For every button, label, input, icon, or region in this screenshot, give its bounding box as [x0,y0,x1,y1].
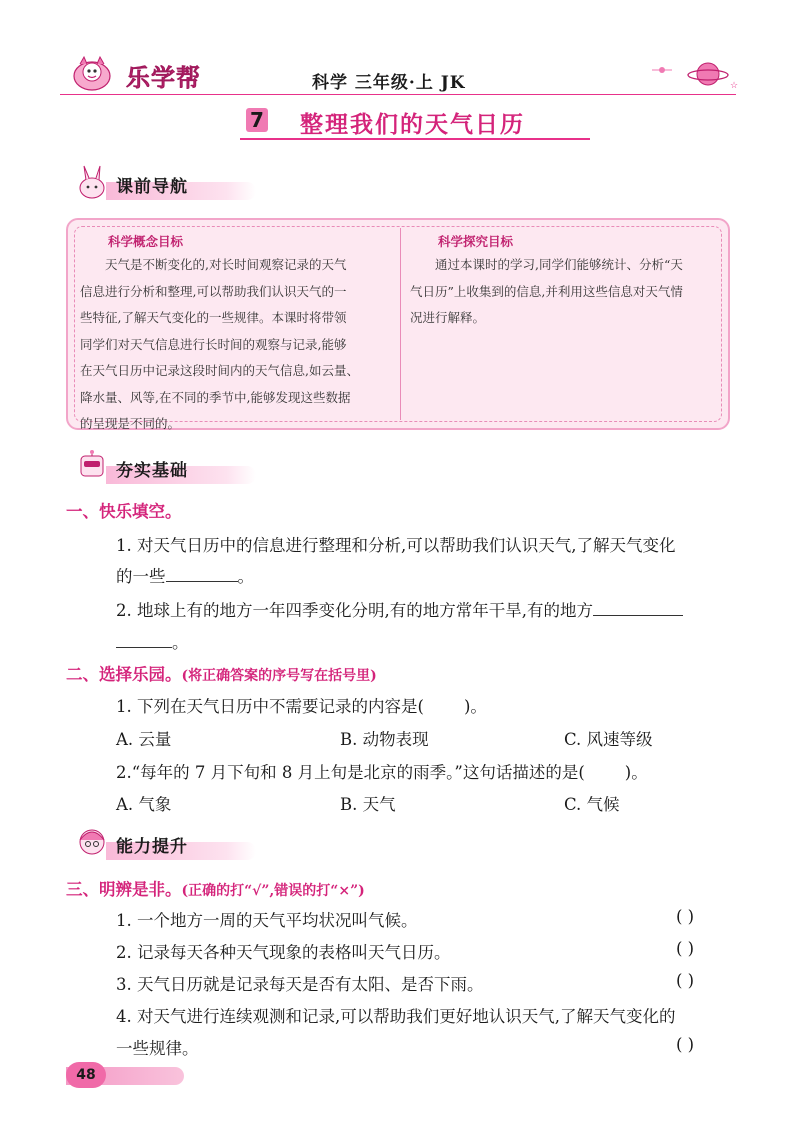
lesson-title-block [240,106,590,140]
mascot-icon [70,54,114,92]
part1-q1-line2 [116,563,254,587]
section-banner-ability [66,828,246,862]
answer-paren-3[interactable]: ( ) [676,971,695,990]
section-banner-basics [66,452,246,486]
q2-answer-blank-b[interactable] [116,629,172,648]
concept-line: 同学们对天气信息进行长时间的观察与记录,能够 [80,336,347,352]
brand-logo [66,52,216,94]
option-c[interactable]: C. 气候 [564,795,620,814]
lesson-title: 整理我们的天气日历 [300,112,525,138]
part2-heading: 二、选择乐园。 [66,665,182,684]
girl-mascot-icon [72,822,112,862]
judge-item-4-line2: 一些规律。 [116,1039,199,1058]
learning-goals-box [66,218,730,430]
brand-name: 乐学帮 [126,64,201,92]
q-text-end: )。 [463,697,487,716]
concept-goal-text [80,252,394,438]
concept-line: 的呈现是不同的。 [80,416,181,431]
inquiry-goal-title: 科学探究目标 [438,234,514,249]
svg-text:☆: ☆ [730,81,739,91]
judge-item-2: 2. 记录每天各种天气现象的表格叫天气日历。 [116,943,451,962]
part3-heading: 三、明辨是非。 [66,880,182,899]
option-c[interactable]: C. 风速等级 [564,730,653,749]
answer-paren-2[interactable]: ( ) [676,939,695,958]
part2-q2 [116,759,648,783]
q2-answer-blank-a[interactable] [593,597,683,616]
part2-heading-row [66,661,377,685]
part1-heading: 一、快乐填空。 [66,502,182,521]
concept-line: 在天气日历中记录这段时间内的天气信息,如云量、 [80,363,359,378]
answer-paren-1[interactable]: ( ) [676,907,695,926]
part1-q2-line1 [116,597,683,621]
page-number: 48 [66,1062,106,1088]
option-b[interactable]: B. 天气 [340,795,396,814]
header-rule [60,94,736,95]
subject-header: 科学 三年级·上 JK [312,73,466,93]
option-a[interactable]: A. 气象 [116,795,172,814]
lesson-number: 7 [246,108,268,132]
section-title: 能力提升 [116,837,188,857]
q2-text-post: 。 [172,633,189,652]
concept-line: 降水量、风等,在不同的季节中,能够发现这些数据 [80,389,351,405]
option-b[interactable]: B. 动物表现 [340,730,429,749]
inquiry-line: 况进行解释。 [410,310,486,325]
rabbit-mascot-icon [72,162,112,202]
robot-mascot-icon [72,446,112,486]
inquiry-line: 通过本课时的学习,同学们能够统计、分析“天 [435,257,683,272]
judge-item-3: 3. 天气日历就是记录每天是否有太阳、是否下雨。 [116,975,484,994]
lesson-underline [240,138,590,140]
concept-line: 信息进行分析和整理,可以帮助我们认识天气的一 [80,283,347,299]
judge-item-1: 1. 一个地方一周的天气平均状况叫气候。 [116,911,418,930]
option-a[interactable]: A. 云量 [116,730,172,749]
inquiry-goal-text [410,252,716,332]
goals-divider [400,228,401,420]
q-text: 2.“每年的 7 月下旬和 8 月上旬是北京的雨季。”这句话描述的是( [116,763,585,782]
q2-text: 2. 地球上有的地方一年四季变化分明,有的地方常年干旱,有的地方 [116,601,593,620]
part1-q2-line2 [116,629,189,653]
q1-text-pre: 的一些 [116,567,166,586]
part2-note: (将正确答案的序号写在括号里) [181,668,377,684]
concept-line: 些特征,了解天气变化的一些规律。本课时将带领 [80,310,347,325]
q-text-end: )。 [624,763,648,782]
section-title: 夯实基础 [116,461,188,481]
part3-heading-row [66,876,365,900]
q1-text-post: 。 [237,567,254,586]
part2-q1 [116,693,487,717]
concept-goal-title: 科学概念目标 [108,234,184,249]
part1-q1-line1: 1. 对天气日历中的信息进行整理和分析,可以帮助我们认识天气,了解天气变化 [116,536,676,555]
part3-note: (正确的打“√”,错误的打“×”) [181,883,365,899]
section-title: 课前导航 [116,177,188,197]
q-text: 1. 下列在天气日历中不需要记录的内容是( [116,697,424,716]
planet-icon [650,54,740,94]
section-banner-preview [66,168,246,202]
q1-answer-blank[interactable] [166,563,238,582]
inquiry-line: 气日历”上收集到的信息,并利用这些信息对天气情 [410,283,683,299]
concept-line: 天气是不断变化的,对长时间观察记录的天气 [105,257,347,272]
judge-item-4: 4. 对天气进行连续观测和记录,可以帮助我们更好地认识天气,了解天气变化的 [116,1007,676,1026]
answer-paren-4[interactable]: ( ) [676,1035,695,1054]
